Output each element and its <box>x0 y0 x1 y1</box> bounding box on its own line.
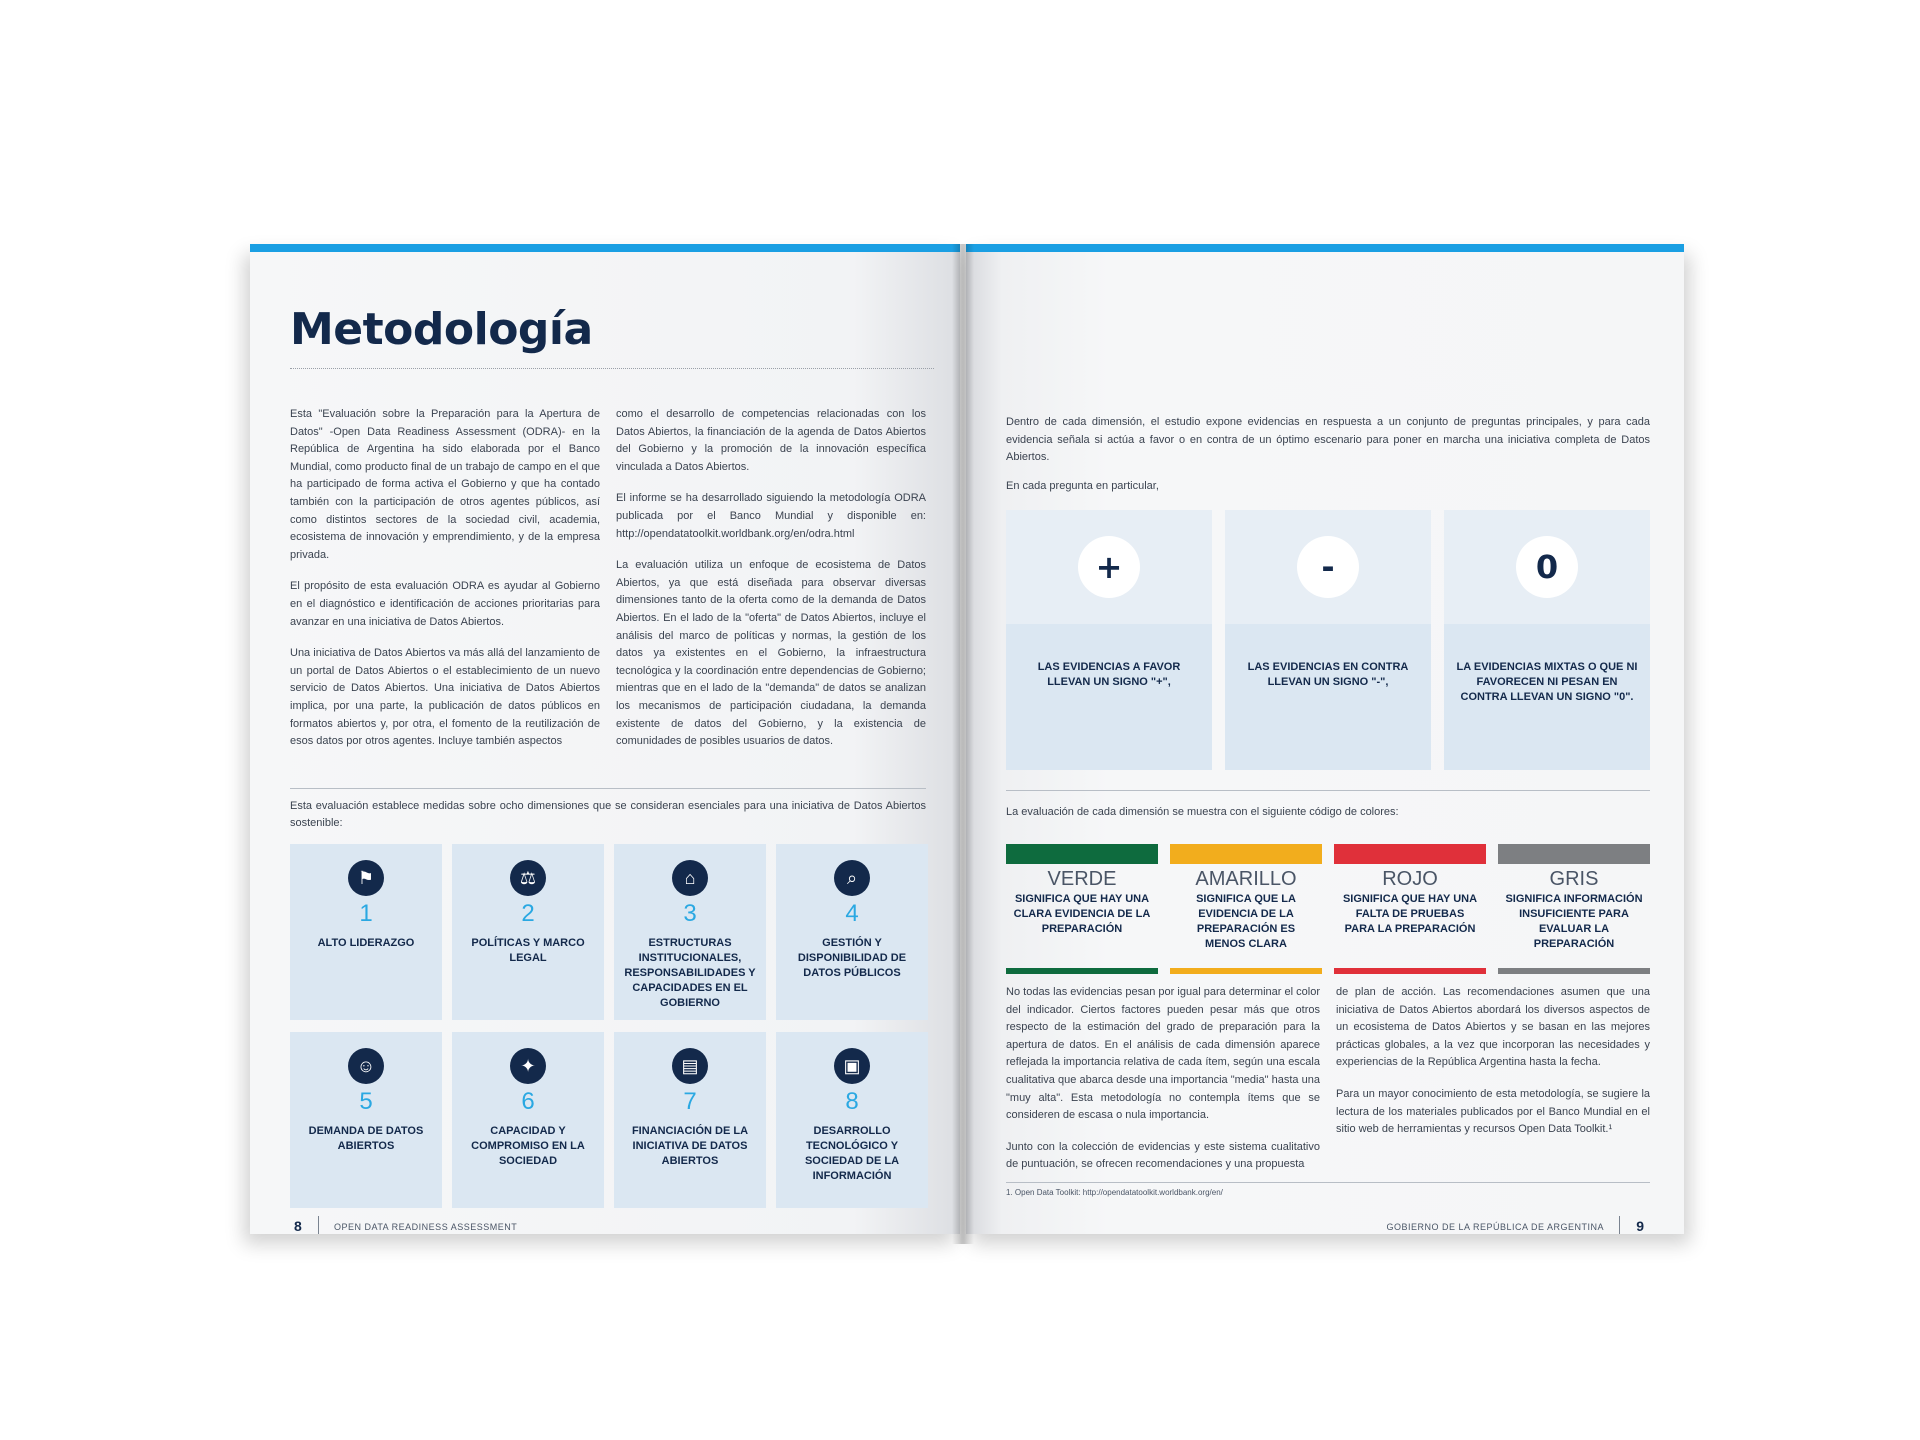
dimension-label: ALTO LIDERAZGO <box>317 937 415 949</box>
color-code-rojo <box>1334 844 1486 974</box>
dimension-number: 4 <box>845 900 859 927</box>
color-description: SIGNIFICA QUE HAY UNA CLARA EVIDENCIA DE LA PREPARACIÓN <box>1013 893 1151 935</box>
right-text-column-1 <box>1006 984 1320 1174</box>
color-name: AMARILLO <box>1195 868 1297 890</box>
tech-icon: ▣ <box>834 1048 870 1084</box>
footnote-divider <box>1006 1182 1650 1183</box>
sign-card-zero <box>1444 510 1650 770</box>
dimension-label: POLÍTICAS Y MARCO LEGAL <box>471 937 585 964</box>
sign-card-plus <box>1006 510 1212 770</box>
color-description: SIGNIFICA QUE HAY UNA FALTA DE PRUEBAS PARA LA PREPARACIÓN <box>1342 893 1478 935</box>
paragraph: Para un mayor conocimiento de esta metodología, se sugiere la lectura de los materiales publicados por el Banco Mundial en el sitio web de herramientas y recursos Open Data Toolkit.¹ <box>1336 1087 1650 1136</box>
dimension-card <box>614 844 766 1020</box>
color-bar <box>1170 844 1322 864</box>
footer-label: OPEN DATA READINESS ASSESSMENT <box>334 1222 518 1232</box>
dimension-card <box>776 1032 928 1208</box>
paragraph: Una iniciativa de Datos Abiertos va más allá del lanzamiento de un portal de Datos Abiertos o el establecimiento de un nuevo servicio de Datos Abiertos. Una iniciativa de Datos Abiertos implica, por una parte, la publicación de datos públicos en formatos abiertos y, por otra, el fomento de la reutilización de esos datos por otros agentes. Incluye también aspectos <box>290 647 600 748</box>
right-intro: Dentro de cada dimensión, el estudio expone evidencias en respuesta a un conjunto de preguntas principales, y para cada evidencia señala si actúa a favor o en contra de un óptimo escenario para poner en marcha una iniciativa completa de Datos Abiertos. <box>1006 416 1650 464</box>
dimension-label: GESTIÓN Y DISPONIBILIDAD DE DATOS PÚBLICOS <box>797 937 907 979</box>
color-bar <box>1334 844 1486 864</box>
right-page <box>966 244 1684 1234</box>
brochure-spread <box>250 244 1684 1244</box>
database-search-icon: ⌕ <box>834 860 870 896</box>
title-divider <box>290 368 934 369</box>
left-text-column-2 <box>616 406 926 765</box>
signpost-icon: ⚑ <box>348 860 384 896</box>
dimension-number: 8 <box>845 1088 859 1115</box>
color-name: ROJO <box>1382 868 1438 890</box>
top-accent-bar <box>966 244 1684 252</box>
color-name: GRIS <box>1549 868 1599 890</box>
sign-description: LAS EVIDENCIAS EN CONTRA LLEVAN UN SIGNO "-", <box>1247 661 1409 688</box>
dimension-card <box>290 1032 442 1208</box>
dimension-number: 7 <box>683 1088 697 1115</box>
color-bar <box>1498 844 1650 864</box>
left-page <box>250 244 960 1234</box>
color-bar-bottom <box>1334 968 1486 974</box>
section-divider <box>290 788 926 789</box>
top-accent-bar <box>250 244 960 252</box>
color-description: SIGNIFICA INFORMACIÓN INSUFICIENTE PARA EVALUAR LA PREPARACIÓN <box>1505 893 1643 950</box>
sign-description: LAS EVIDENCIAS A FAVOR LLEVAN UN SIGNO "+", <box>1037 661 1181 688</box>
dimension-label: DESARROLLO TECNOLÓGICO Y SOCIEDAD DE LA INFORMACIÓN <box>804 1125 900 1182</box>
color-code-amarillo <box>1170 844 1322 974</box>
paragraph: Junto con la colección de evidencias y este sistema cualitativo de puntuación, se ofrecen recomendaciones y una propuesta <box>1006 1140 1320 1171</box>
paragraph: de plan de acción. Las recomendaciones asumen que una iniciativa de Datos Abiertos abordará los diversos aspectos de un ecosistema de Datos Abiertos y se basan en las mejores prácticas globales, a la vez que incorporan las necesidades y experiencias de la República Argentina hasta la fecha. <box>1336 986 1650 1069</box>
color-bar-bottom <box>1498 968 1650 974</box>
paragraph: Esta "Evaluación sobre la Preparación para la Apertura de Datos" -Open Data Readiness Assessment (ODRA)- en la República de Argentina ha sido elaborada por el Banco Mundial, como producto final de un trabajo de campo en el que ha participado de forma activa el Gobierno y que ha contado también con la participación de otros agentes públicos, así como distintos sectores de la sociedad civil, academia, ecosistema de innovación y emprendimiento, y de la empresa privada. <box>290 408 600 561</box>
page-number: 9 <box>1636 1218 1644 1234</box>
network-icon: ✦ <box>510 1048 546 1084</box>
dimension-label: CAPACIDAD Y COMPROMISO EN LA SOCIEDAD <box>471 1125 585 1167</box>
colors-intro: La evaluación de cada dimensión se muestra con el siguiente código de colores: <box>1006 806 1399 818</box>
right-subintro: En cada pregunta en particular, <box>1006 480 1159 492</box>
dimension-label: ESTRUCTURAS INSTITUCIONALES, RESPONSABILIDADES Y CAPACIDADES EN EL GOBIERNO <box>624 937 756 1009</box>
paragraph: El propósito de esta evaluación ODRA es ayudar al Gobierno en el diagnóstico e identificación de acciones prioritarias para avanzar en una iniciativa de Datos Abiertos. <box>290 580 600 628</box>
color-bar-bottom <box>1006 968 1158 974</box>
paragraph: No todas las evidencias pesan por igual para determinar el color del indicador. Ciertos factores pueden pesar más que otros respecto de la estimación del grado de preparación para la apertura de datos. En el análisis de cada dimensión aparece reflejada la importancia relativa de cada ítem, según una escala cualitativa que abarca desde una importancia "media" hasta una "muy alta". Esta metodología no contempla ítems que se consideren de escasa o nula importancia. <box>1006 986 1320 1122</box>
binding-gutter <box>952 244 974 1244</box>
section-divider <box>1006 790 1650 791</box>
color-code-verde <box>1006 844 1158 974</box>
dimension-number: 3 <box>683 900 697 927</box>
footer-separator <box>1619 1216 1620 1234</box>
chat-user-icon: ☺ <box>348 1048 384 1084</box>
money-icon: ▤ <box>672 1048 708 1084</box>
color-name: VERDE <box>1047 868 1117 890</box>
dimension-card <box>776 844 928 1020</box>
paragraph: como el desarrollo de competencias relacionadas con los Datos Abiertos, la financiación de la agenda de Datos Abiertos del Gobierno y la promoción de la innovación específica vinculada a Datos Abiertos. <box>616 408 926 473</box>
page-title: Metodología <box>290 304 593 355</box>
right-text-column-2 <box>1336 984 1650 1139</box>
footer-label: GOBIERNO DE LA REPÚBLICA DE ARGENTINA <box>1386 1222 1604 1232</box>
dimension-label: DEMANDA DE DATOS ABIERTOS <box>308 1125 424 1152</box>
dimension-label: FINANCIACIÓN DE LA INICIATIVA DE DATOS ABIERTOS <box>631 1125 749 1167</box>
footer-separator <box>318 1216 319 1234</box>
scales-icon: ⚖ <box>510 860 546 896</box>
color-code-gris <box>1498 844 1650 974</box>
color-bar <box>1006 844 1158 864</box>
dimension-number: 6 <box>521 1088 535 1115</box>
dimension-number: 2 <box>521 900 535 927</box>
color-bar-bottom <box>1170 968 1322 974</box>
page-number: 8 <box>294 1218 302 1234</box>
sign-description: LA EVIDENCIAS MIXTAS O QUE NI FAVORECEN NI PESAN EN CONTRA LLEVAN UN SIGNO "0". <box>1456 661 1638 703</box>
footnote: 1. Open Data Toolkit: http://opendatatoolkit.worldbank.org/en/ <box>1006 1188 1223 1197</box>
plus-sign-icon: + <box>1078 536 1140 598</box>
dimension-card <box>614 1032 766 1208</box>
dimension-card <box>452 844 604 1020</box>
dimension-card <box>452 1032 604 1208</box>
sign-card-minus <box>1225 510 1431 770</box>
dimensions-intro: Esta evaluación establece medidas sobre ocho dimensiones que se consideran esenciales para una iniciativa de Datos Abiertos sostenible: <box>290 800 926 829</box>
dimension-card <box>290 844 442 1020</box>
color-description: SIGNIFICA QUE LA EVIDENCIA DE LA PREPARACIÓN ES MENOS CLARA <box>1196 893 1296 950</box>
zero-sign-icon: 0 <box>1516 536 1578 598</box>
left-text-column-1 <box>290 406 600 765</box>
paragraph: La evaluación utiliza un enfoque de ecosistema de Datos Abiertos, ya que está diseñada para observar diversas dimensiones tanto de la oferta como de la demanda de Datos Abiertos. En el lado de la "oferta" de Datos Abiertos, incluye el análisis del marco de políticas y normas, la gestión de los datos ya existentes en el Gobierno, la infraestructura tecnológica y la coordinación entre dependencias de Gobierno; mientras que en el lado de la "demanda" de datos se analizan los mecanismos de participación ciudadana, la demanda existente de datos del Gobierno, y la existencia de comunidades de posibles usuarios de datos. <box>616 559 926 748</box>
minus-sign-icon: - <box>1297 536 1359 598</box>
dimension-number: 5 <box>359 1088 373 1115</box>
paragraph: El informe se ha desarrollado siguiendo la metodología ODRA publicada por el Banco Mundial y disponible en: http://opendatatoolkit.worldbank.org/en/odra.html <box>616 492 926 540</box>
dimension-number: 1 <box>359 900 373 927</box>
building-icon: ⌂ <box>672 860 708 896</box>
